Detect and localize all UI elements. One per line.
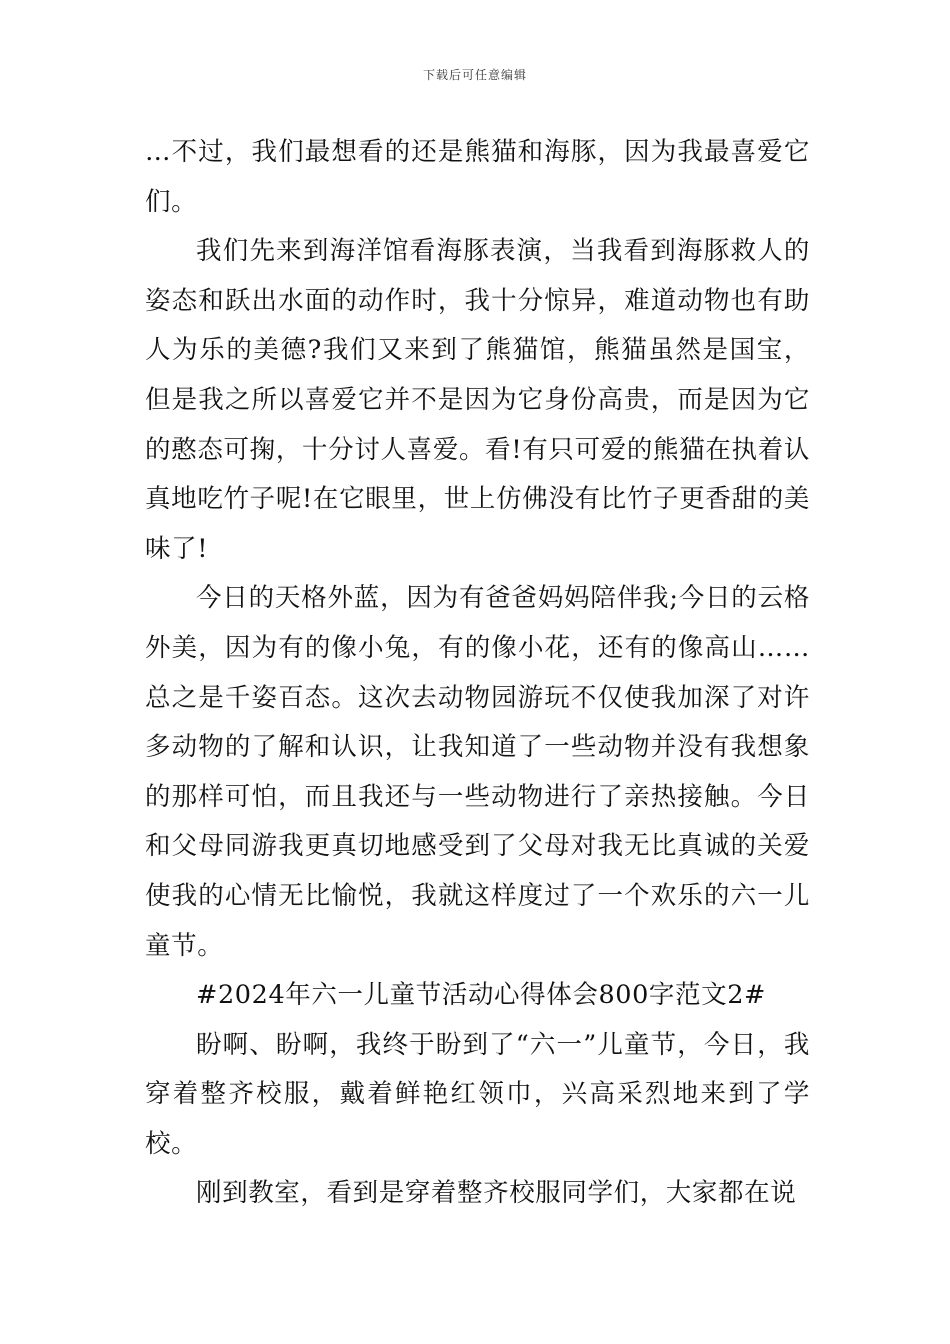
document-body [145,128,810,1219]
section-heading: #2024年六一儿童节活动心得体会800字范文2# [196,980,767,1011]
page-header-note: 下载后可任意编辑 [422,68,527,82]
paragraph-1: …不过，我们最想看的还是熊猫和海豚，因为我最喜爱它们。 [145,137,810,217]
paragraph-2: 我们先来到海洋馆看海豚表演，当我看到海豚救人的姿态和跃出水面的动作时，我十分惊异，难道动物也有助人为乐的美德?我们又来到了熊猫馆，熊猫虽然是国宝，但是我之所以喜爱它并不是因为它身份高贵，而是因为它的憨态可掬，十分讨人喜爱。看!有只可爱的熊猫在执着认真地吃竹子呢!在它眼里，世上仿佛没有比竹子更香甜的美味了! [145,236,810,564]
paragraph-3: 今日的天格外蓝，因为有爸爸妈妈陪伴我;今日的云格外美，因为有的像小兔，有的像小花，还有的像高山……总之是千姿百态。这次去动物园游玩不仅使我加深了对许多动物的了解和认识，让我知道了一些动物并没有我想象的那样可怕，而且我还与一些动物进行了亲热接触。今日和父母同游我更真切地感受到了父母对我无比真诚的关爱使我的心情无比愉悦，我就这样度过了一个欢乐的六一儿童节。 [145,583,810,961]
paragraph-4: 盼啊、盼啊，我终于盼到了“六一”儿童节，今日，我穿着整齐校服，戴着鲜艳红领巾，兴高采烈地来到了学校。 [145,1029,810,1159]
paragraph-5: 刚到教室，看到是穿着整齐校服同学们，大家都在说 [196,1178,797,1209]
